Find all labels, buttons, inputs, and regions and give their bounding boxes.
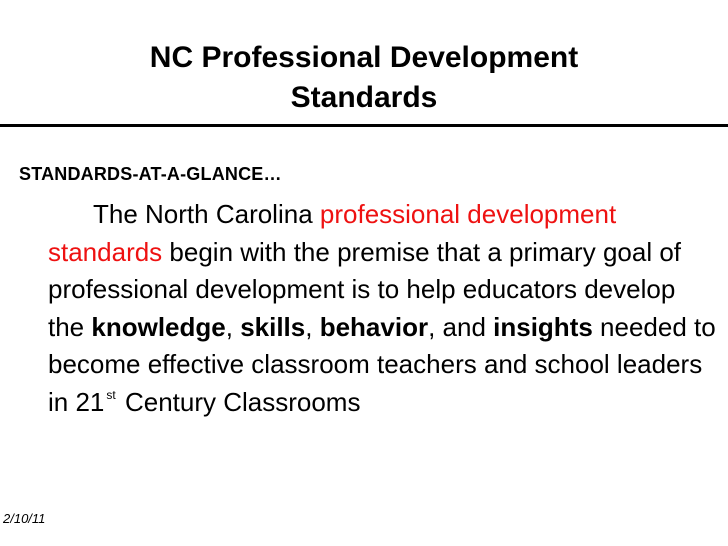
separator-1: , <box>225 311 241 342</box>
paragraph-part-3: needed to become effective classroom teachers and school leaders in 21 <box>48 311 716 417</box>
title-divider <box>0 124 728 127</box>
keyword-behavior: behavior <box>319 311 429 342</box>
slide-title-line-1: NC Professional Development <box>149 41 579 74</box>
highlighted-phrase: professional development standards <box>48 199 617 267</box>
slide-title <box>0 38 728 118</box>
slide-title-line-2: Standards <box>290 81 438 114</box>
separator-3: , and <box>428 311 494 342</box>
keyword-knowledge: knowledge <box>91 311 226 342</box>
keyword-skills: skills <box>240 311 306 342</box>
paragraph-part-2: begin with the premise that a primary goal of professional development is to help educators develop the <box>48 236 682 342</box>
body-paragraph <box>48 196 718 421</box>
separator-2: , <box>305 311 320 342</box>
slide-date: 2/10/11 <box>3 511 46 526</box>
superscript-st: st <box>106 387 116 402</box>
paragraph-intro: The North Carolina <box>93 199 320 229</box>
section-kicker: STANDARDS-AT-A-GLANCE… <box>19 164 282 184</box>
keyword-insights: insights <box>493 311 593 342</box>
paragraph-part-4: Century Classrooms <box>117 386 361 417</box>
